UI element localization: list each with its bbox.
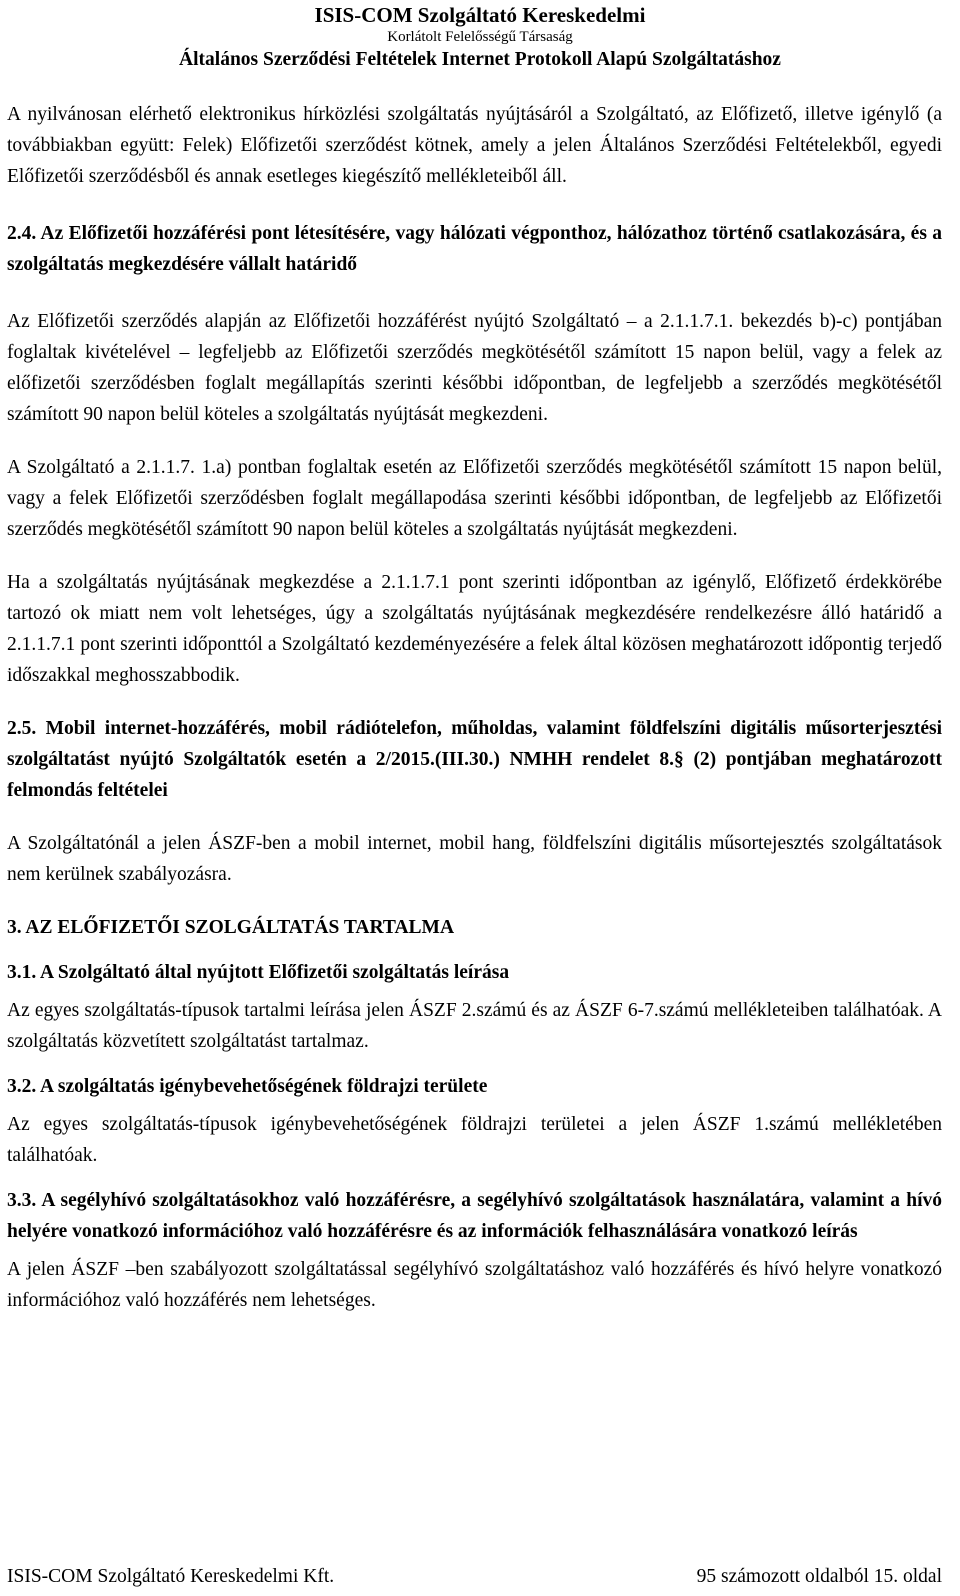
section-3-heading: 3. AZ ELŐFIZETŐI SZOLGÁLTATÁS TARTALMA [7,917,455,938]
company-type: Korlátolt Felelősségű Társaság [387,29,573,45]
section-2-4-paragraph-2: A Szolgáltató a 2.1.1.7. 1.a) pontban foglaltak esetén az Előfizetői szerződés megkötésétől számított 15 napon belül, vagy a felek Előfizetői szerződésben foglalt megállapodása szerinti későbbi időpontban, de legfeljebb az Előfizetői szerződés megkötésétől számított 90 napon belül köteles a szolgáltatás nyújtását megkezdeni. [7,457,942,540]
intro-paragraph: A nyilvánosan elérhető elektronikus hírközlési szolgáltatás nyújtásáról a Szolgáltató, az Előfizető, illetve igénylő (a továbbiakban együtt: Felek) Előfizetői szerződést kötnek, amely a jelen Általános Szerződési Feltételekből, egyedi Előfizetői szerződésből és annak esetleges kiegészítő mellékleteiből áll. [7,104,942,187]
section-2-4-paragraph-3: Ha a szolgáltatás nyújtásának megkezdése a 2.1.1.7.1 pont szerinti időpontban az igénylő, Előfizető érdekkörébe tartozó ok miatt nem volt lehetséges, úgy a szolgáltatás nyújtásának megkezdésére rendelkezésre álló határidő a 2.1.1.7.1 pont szerinti időponttól a Szolgáltató kezdeményezésére a felek által közösen meghatározott időpontig terjedő időszakkal meghosszabbodik. [7,572,942,686]
footer-page-info: 95 számozott oldalból 15. oldal [696,1566,942,1587]
section-3-3-heading: 3.3. A segélyhívó szolgáltatásokhoz való hozzáférésre, a segélyhívó szolgáltatások használatára, valamint a hívó helyére vonatkozó információhoz való hozzáférésre és az információk felhasználására vonatkozó leírás [7,1190,942,1242]
document-title: Általános Szerződési Feltételek Internet Protokoll Alapú Szolgáltatáshoz [179,49,781,70]
page-footer [7,1562,942,1592]
page-header [0,0,960,73]
section-2-4-paragraph-1: Az Előfizetői szerződés alapján az Előfizetői hozzáférést nyújtó Szolgáltató – a 2.1.1.7.1. bekezdés b)-c) pontjában foglaltak kivételével – legfeljebb az Előfizetői szerződés megkötésétől számított 15 napon belül, vagy a felek az előfizetői szerződésben foglalt megállapítás szerinti későbbi időpontban, de legfeljebb a szerződés megkötésétől számított 90 napon belül köteles a szolgáltatás nyújtását megkezdeni. [7,311,942,425]
section-2-5-paragraph-1: A Szolgáltatónál a jelen ÁSZF-ben a mobil internet, mobil hang, földfelszíni digitális műsortejesztés szolgáltatások nem kerülnek szabályozásra. [7,833,942,885]
company-name: ISIS-COM Szolgáltató Kereskedelmi [314,3,646,27]
section-3-2-paragraph-1: Az egyes szolgáltatás-típusok igénybevehetőségének földrajzi területei a jelen ÁSZF 1.számú mellékletében találhatóak. [7,1114,942,1166]
section-3-1-paragraph-1: Az egyes szolgáltatás-típusok tartalmi leírása jelen ÁSZF 2.számú és az ÁSZF 6-7.számú mellékleteiben találhatóak. A szolgáltatás közvetített szolgáltatást tartalmaz. [7,1000,942,1052]
section-3-2-heading: 3.2. A szolgáltatás igénybevehetőségének földrajzi területe [7,1076,488,1097]
section-3-1-heading: 3.1. A Szolgáltató által nyújtott Előfizetői szolgáltatás leírása [7,962,510,983]
section-2-5-heading: 2.5. Mobil internet-hozzáférés, mobil rádiótelefon, műholdas, valamint földfelszíni digitális műsorterjesztési szolgáltatást nyújtó Szolgáltatók esetén a 2/2015.(III.30.) NMHH rendelet 8.§ (2) pontjában meghatározott felmondás feltételei [7,718,942,801]
document-body [7,99,942,1316]
section-3-3-paragraph-1: A jelen ÁSZF –ben szabályozott szolgáltatással segélyhívó szolgáltatáshoz való hozzáférés és hívó helyre vonatkozó információhoz való hozzáférés nem lehetséges. [7,1259,942,1311]
footer-company: ISIS-COM Szolgáltató Kereskedelmi Kft. [7,1566,335,1587]
section-2-4-heading: 2.4. Az Előfizetői hozzáférési pont létesítésére, vagy hálózati végponthoz, hálózathoz történő csatlakozására, és a szolgáltatás megkezdésére vállalt határidő [7,223,942,275]
